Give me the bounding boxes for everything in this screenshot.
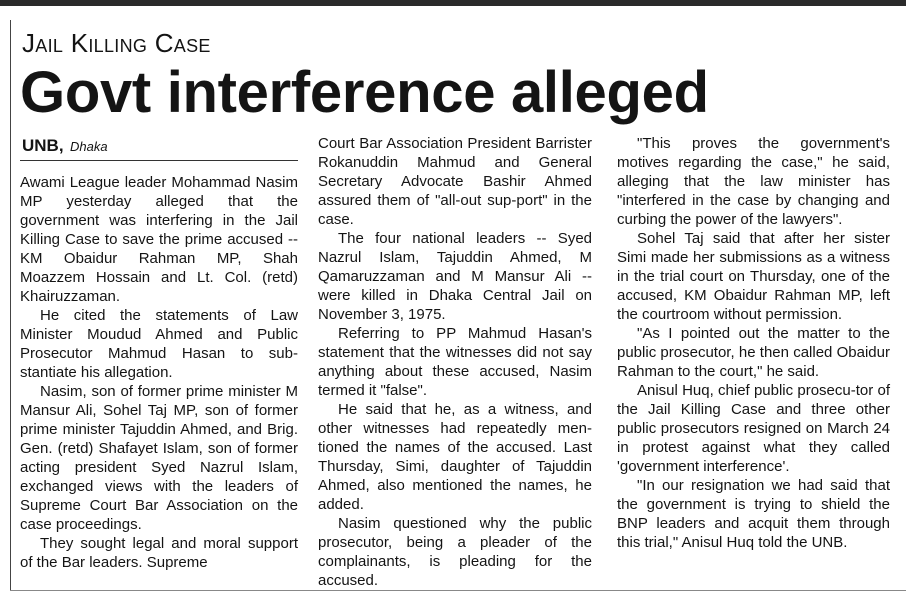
paragraph: The four national leaders -- Syed Nazrul Islam, Tajuddin Ahmed, M Qamaruzzaman and M Mansur Ali -- were killed in Dhaka Central Jail on November 3, 1975. (318, 230, 592, 323)
paragraph: Nasim, son of former prime minister M Mansur Ali, Sohel Taj MP, son of former prime minister Tajuddin Ahmed, and Brig. Gen. (retd) Shafayet Islam, son of former acting president Syed Nazrul Islam, exchanged views with the leaders of Supreme Court Bar Association on the case proceedings. (20, 383, 298, 533)
article-column-1 (20, 173, 298, 572)
top-border-rule (0, 0, 906, 6)
paragraph: "This proves the government's motives regarding the case," he said, alleging that the law minister has "interfered in the case by changing and curbing the power of the lawyers". (617, 135, 890, 228)
article-headline: Govt interference alleged (20, 60, 709, 125)
paragraph: Awami League leader Mohammad Nasim MP yesterday alleged that the government was interfering in the Jail Killing Case to save the prime accused -- KM Obaidur Rahman MP, Shah Moazzem Hossain and Lt. Col. (retd) Khairuzzaman. (20, 174, 298, 305)
article-column-2 (318, 134, 592, 590)
byline-agency: UNB, (22, 136, 64, 155)
paragraph: Court Bar Association President Barrister Rokanuddin Mahmud and General Secretary Advocate Bashir Ahmed assured them of "all-out sup-port" in the case. (318, 135, 592, 228)
paragraph: Referring to PP Mahmud Hasan's statement that the witnesses did not say anything about these accused, Nasim termed it "false". (318, 325, 592, 399)
bottom-border-rule (10, 590, 906, 591)
left-border-rule (10, 20, 11, 590)
article-byline (22, 136, 108, 157)
article-kicker: Jail Killing Case (22, 28, 211, 58)
paragraph: He cited the statements of Law Minister Moudud Ahmed and Public Prosecutor Mahmud Hasan to sub-stantiate his allegation. (20, 307, 298, 381)
byline-divider (20, 160, 298, 161)
paragraph: "In our resignation we had said that the government is trying to shield the BNP leaders and acquit them through this trial," Anisul Huq told the UNB. (617, 477, 890, 551)
paragraph: Sohel Taj said that after her sister Simi made her submissions as a witness in the trial court on Thursday, one of the accused, KM Obaidur Rahman MP, left the courtroom without permission. (617, 230, 890, 323)
paragraph: Nasim questioned why the public prosecutor, being a pleader of the complainants, is pleading for the accused. (318, 515, 592, 589)
paragraph: He said that he, as a witness, and other witnesses had repeatedly men-tioned the names of the accused. Last Thursday, Simi, daughter of Tajuddin Ahmed, also mentioned the names, he added. (318, 401, 592, 513)
byline-place: Dhaka (70, 139, 108, 154)
article-column-3 (617, 134, 890, 552)
paragraph: Anisul Huq, chief public prosecu-tor of the Jail Killing Case and three other public prosecutors resigned on March 24 in protest against what they called 'government interference'. (617, 382, 890, 475)
paragraph: "As I pointed out the matter to the public prosecutor, he then called Obaidur Rahman to the court," he said. (617, 325, 890, 380)
paragraph: They sought legal and moral support of the Bar leaders. Supreme (20, 535, 298, 571)
